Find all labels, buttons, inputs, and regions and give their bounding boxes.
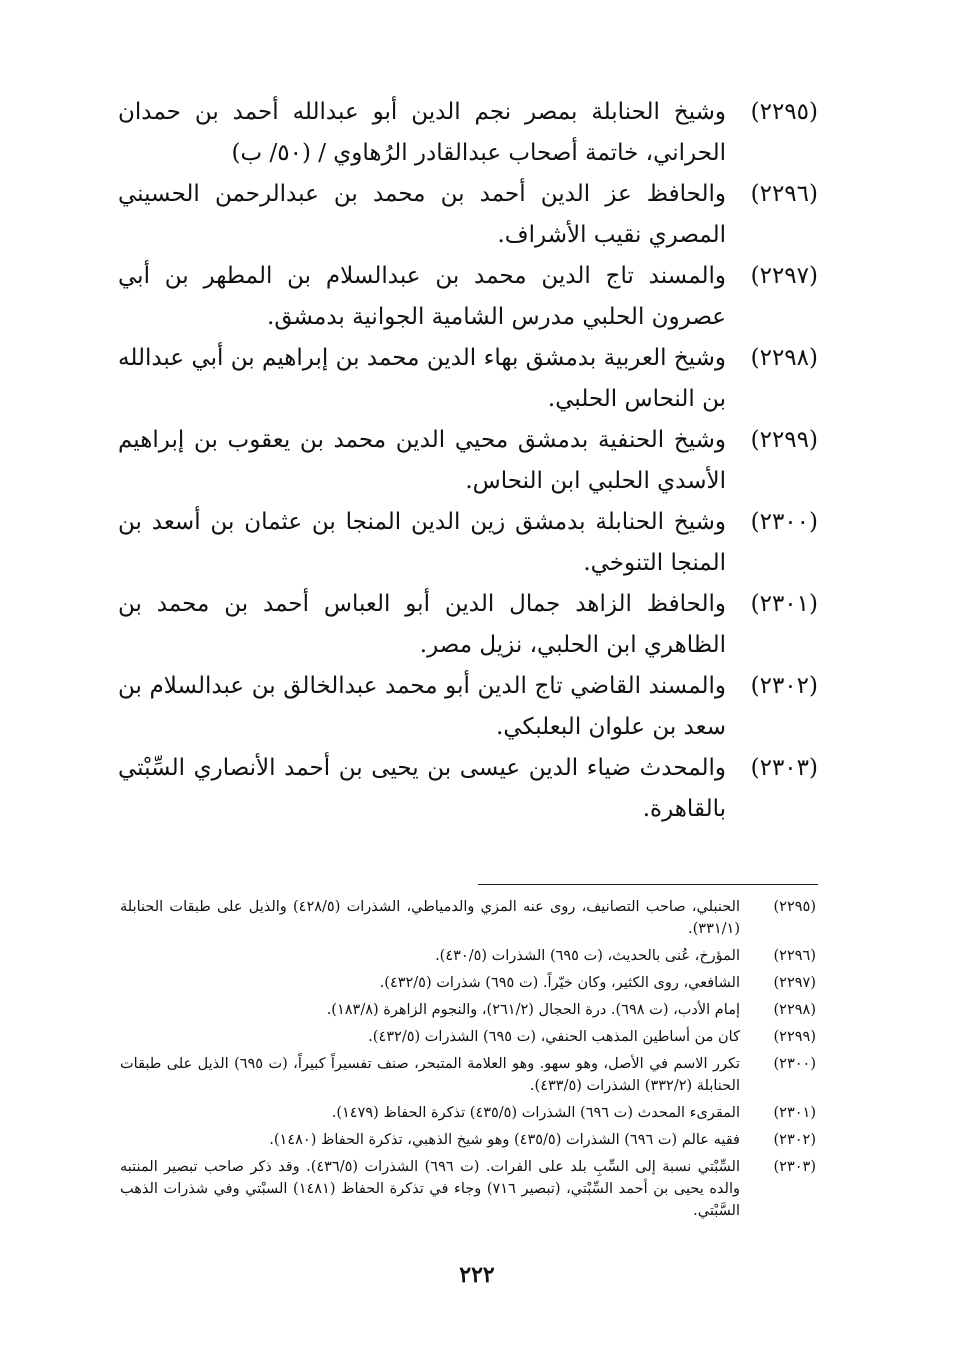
footnote-number: (٢٣٠١) <box>773 1105 816 1121</box>
footnotes <box>120 896 816 1227</box>
footnote-number: (٢٢٩٥) <box>773 899 816 915</box>
footnote-2296 <box>120 945 816 967</box>
main-entries <box>118 92 818 830</box>
entry-text: وشيخ الحنابلة بدمشق زين الدين المنجا بن عثمان بن أسعد بن المنجا التنوخي. <box>118 509 726 576</box>
entry-2298 <box>118 338 818 420</box>
footnote-2295 <box>120 896 816 940</box>
footnote-text: إمام الأدب، (ت ٦٩٨). درة الحجال (٢٦١/٢)، والنجوم الزاهرة (١٨٣/٨). <box>326 1002 740 1018</box>
entry-2297 <box>118 256 818 338</box>
footnote-text: المقرىء المحدث (ت ٦٩٦) الشذرات (٤٣٥/٥) تذكرة الحفاظ (١٤٧٩). <box>331 1105 740 1121</box>
footnote-text: الشافعي، روى الكثير، وكان خيّراً. (ت ٦٩٥) شذرات (٤٣٢/٥). <box>379 975 740 991</box>
footnote-2297 <box>120 972 816 994</box>
page-number: ٢٢٢ <box>459 1262 495 1288</box>
entry-2303 <box>118 748 818 830</box>
entry-number: (٢٣٠١) <box>750 591 818 617</box>
footnote-number: (٢٣٠٢) <box>773 1132 816 1148</box>
entry-2296 <box>118 174 818 256</box>
footnote-number: (٢٣٠٠) <box>773 1056 816 1072</box>
entry-number: (٢٣٠٣) <box>750 755 818 781</box>
entry-text: والمحدث ضياء الدين عيسى بن يحيى بن أحمد الأنصاري السِّبْتي بالقاهرة. <box>118 755 726 822</box>
entry-text: والمسند تاج الدين محمد بن عبدالسلام بن المطهر بن أبي عصرون الحلبي مدرس الشامية الجوانية بدمشق. <box>118 263 726 330</box>
footnote-text: كان من أساطين المذهب الحنفي، (ت ٦٩٥) الشذرات (٤٣٢/٥). <box>368 1029 740 1045</box>
footnote-separator <box>478 884 818 885</box>
footnote-2301 <box>120 1102 816 1124</box>
entry-number: (٢٢٩٧) <box>750 263 818 289</box>
footnote-2298 <box>120 999 816 1021</box>
entry-number: (٢٢٩٥) <box>750 99 818 125</box>
entry-number: (٢٣٠٠) <box>750 509 818 535</box>
footnote-number: (٢٣٠٣) <box>773 1159 816 1175</box>
footnote-text: السِّبْتي نسبة إلى السِّبِ بلد على الفرات. (ت ٦٩٦) الشذرات (٤٣٦/٥). وقد ذكر صاحب تبصير المنتبه والده يحيى بن أحمد السِّبْتي، (تبصير ٧١٦) وجاء في تذكرة الحفاظ (١٤٨١) السبْتي وفي شذرات الذهب السَّبْتي. <box>120 1159 740 1219</box>
entry-number: (٢٣٠٢) <box>750 673 818 699</box>
entry-text: وشيخ الحنابلة بمصر نجم الدين أبو عبدالله أحمد بن حمدان الحراني، خاتمة أصحاب عبدالقادر الرُهاوي / (٥٠/ ب) <box>118 99 726 166</box>
entry-text: وشيخ الحنفية بدمشق محيي الدين محمد بن يعقوب بن إبراهيم الأسدي الحلبي ابن النحاس. <box>118 427 726 494</box>
entry-2301 <box>118 584 818 666</box>
entry-text: وشيخ العربية بدمشق بهاء الدين محمد بن إبراهيم بن أبي عبدالله بن النحاس الحلبي. <box>118 345 726 412</box>
footnote-2302 <box>120 1129 816 1151</box>
entry-number: (٢٢٩٩) <box>750 427 818 453</box>
entry-2300 <box>118 502 818 584</box>
footnote-2300 <box>120 1053 816 1097</box>
entry-number: (٢٢٩٦) <box>750 181 818 207</box>
footnote-number: (٢٢٩٧) <box>773 975 816 991</box>
footnote-text: فقيه عالم (ت ٦٩٦) الشذرات (٤٣٥/٥) وهو شيخ الذهبي، تذكرة الحفاظ (١٤٨٠). <box>269 1132 740 1148</box>
footnote-number: (٢٢٩٦) <box>773 948 816 964</box>
footnote-text: تكرر الاسم في الأصل، وهو سهو. وهو العلامة المتبحر، صنف تفسيراً كبيراً، (ت ٦٩٥) الذيل على طبقات الحنابلة (٣٣٢/٢) الشذرات (٤٣٣/٥). <box>120 1056 740 1094</box>
footnote-text: المؤرخ، عُنى بالحديث، (ت ٦٩٥) الشذرات (٤٣٠/٥). <box>435 948 740 964</box>
footnote-2299 <box>120 1026 816 1048</box>
footnote-number: (٢٢٩٩) <box>773 1029 816 1045</box>
entry-text: والحافظ الزاهد جمال الدين أبو العباس أحمد بن محمد بن الظاهري ابن الحلبي، نزيل مصر. <box>118 591 726 658</box>
entry-text: والمسند القاضي تاج الدين أبو محمد عبدالخالق بن عبدالسلام بن سعد بن علوان البعلبكي. <box>118 673 726 740</box>
entry-number: (٢٢٩٨) <box>750 345 818 371</box>
footnote-2303 <box>120 1156 816 1222</box>
entry-text: والحافظ عز الدين أحمد بن محمد بن عبدالرحمن الحسيني المصري نقيب الأشراف. <box>118 181 726 248</box>
footnote-text: الحنبلي، صاحب التصانيف، روى عنه المزي والدمياطي، الشذرات (٤٢٨/٥) والذيل على طبقات الحنابلة (٣٣١/١). <box>120 899 740 937</box>
footnote-number: (٢٢٩٨) <box>773 1002 816 1018</box>
entry-2302 <box>118 666 818 748</box>
entry-2295 <box>118 92 818 174</box>
entry-2299 <box>118 420 818 502</box>
